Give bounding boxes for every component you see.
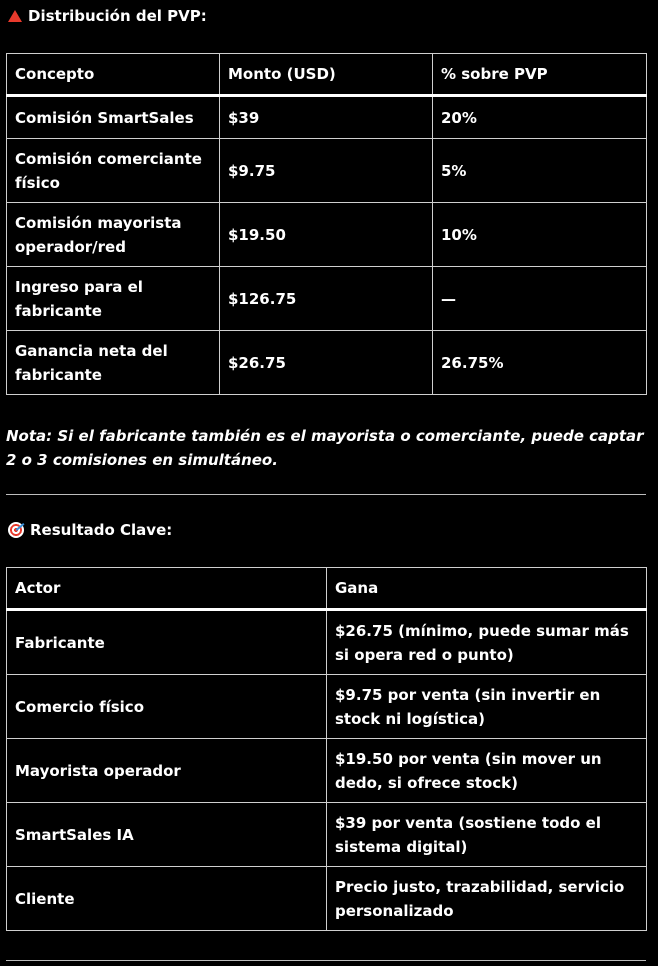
column-header: Monto (USD) bbox=[220, 54, 433, 96]
table-row bbox=[7, 610, 647, 675]
column-header: Gana bbox=[327, 568, 647, 610]
table-row bbox=[7, 96, 647, 139]
cell-gana: $9.75 por venta (sin invertir en stock ni logística) bbox=[327, 675, 647, 739]
cell-gana: $26.75 (mínimo, puede sumar más si opera red o punto) bbox=[327, 610, 647, 675]
table-row bbox=[7, 867, 647, 931]
table-row bbox=[7, 739, 647, 803]
divider bbox=[6, 494, 646, 495]
cell-pct: 5% bbox=[433, 139, 647, 203]
column-header: Concepto bbox=[7, 54, 220, 96]
cell-pct: 10% bbox=[433, 203, 647, 267]
cell-concepto: Ingreso para el fabricante bbox=[7, 267, 220, 331]
note-text: Nota: Si el fabricante también es el mayorista o comerciante, puede captar 2 o 3 comisiones en simultáneo. bbox=[6, 427, 644, 469]
cell-gana: $39 por venta (sostiene todo el sistema digital) bbox=[327, 803, 647, 867]
cell-gana: Precio justo, trazabilidad, servicio personalizado bbox=[327, 867, 647, 931]
cell-actor: SmartSales IA bbox=[7, 803, 327, 867]
table-row bbox=[7, 331, 647, 395]
table-row bbox=[7, 267, 647, 331]
cell-monto: $19.50 bbox=[220, 203, 433, 267]
column-header: Actor bbox=[7, 568, 327, 610]
section-heading-text: Resultado Clave: bbox=[30, 521, 173, 539]
column-header: % sobre PVP bbox=[433, 54, 647, 96]
cell-actor: Cliente bbox=[7, 867, 327, 931]
section-heading-text: Distribución del PVP: bbox=[28, 7, 207, 25]
table-row bbox=[7, 139, 647, 203]
table-header-row bbox=[7, 54, 647, 96]
section-heading-distribucion bbox=[8, 7, 207, 25]
divider bbox=[6, 960, 646, 961]
cell-pct: 26.75% bbox=[433, 331, 647, 395]
cell-pct: 20% bbox=[433, 96, 647, 139]
cell-concepto: Ganancia neta del fabricante bbox=[7, 331, 220, 395]
target-icon bbox=[8, 522, 24, 538]
cell-actor: Fabricante bbox=[7, 610, 327, 675]
cell-concepto: Comisión SmartSales bbox=[7, 96, 220, 139]
distribution-table bbox=[6, 53, 647, 395]
section-heading-resultado bbox=[8, 521, 172, 539]
cell-gana: $19.50 por venta (sin mover un dedo, si ofrece stock) bbox=[327, 739, 647, 803]
red-triangle-icon bbox=[8, 10, 22, 22]
cell-monto: $39 bbox=[220, 96, 433, 139]
cell-monto: $126.75 bbox=[220, 267, 433, 331]
cell-concepto: Comisión comerciante físico bbox=[7, 139, 220, 203]
cell-monto: $26.75 bbox=[220, 331, 433, 395]
table-row bbox=[7, 803, 647, 867]
results-table bbox=[6, 567, 647, 931]
cell-concepto: Comisión mayorista operador/red bbox=[7, 203, 220, 267]
table-row bbox=[7, 203, 647, 267]
table-header-row bbox=[7, 568, 647, 610]
cell-monto: $9.75 bbox=[220, 139, 433, 203]
cell-actor: Comercio físico bbox=[7, 675, 327, 739]
cell-pct: — bbox=[433, 267, 647, 331]
table-row bbox=[7, 675, 647, 739]
cell-actor: Mayorista operador bbox=[7, 739, 327, 803]
